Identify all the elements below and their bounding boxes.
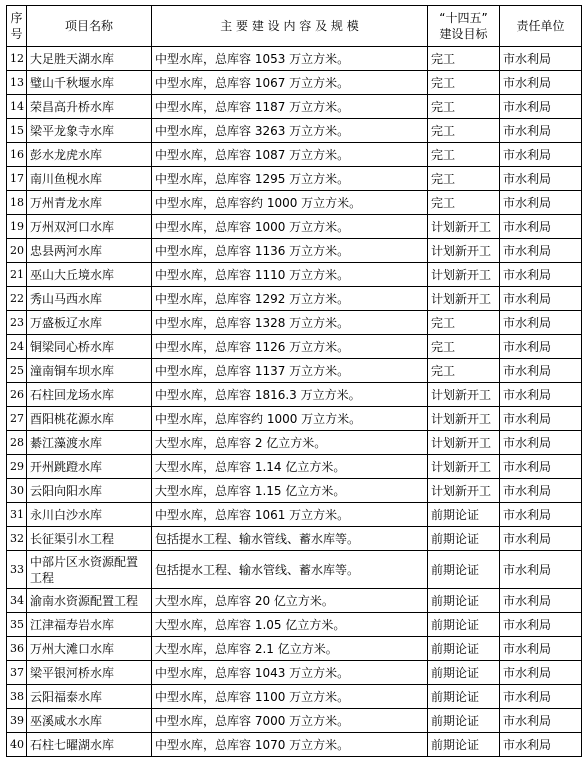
project-name: 渝南水资源配置工程: [27, 589, 152, 613]
table-row: [7, 71, 582, 95]
construction-content: 大型水库，总库容 2.1 亿立方米。: [152, 637, 428, 661]
project-table: [6, 5, 582, 757]
plan-goal: 前期论证: [428, 503, 500, 527]
construction-content: 中型水库，总库容 3263 万立方米。: [152, 119, 428, 143]
project-name: 永川白沙水库: [27, 503, 152, 527]
row-number: 20: [7, 239, 27, 263]
table-row: [7, 215, 582, 239]
row-number: 18: [7, 191, 27, 215]
plan-goal: 前期论证: [428, 589, 500, 613]
table-row: [7, 589, 582, 613]
project-name: 石柱回龙场水库: [27, 383, 152, 407]
responsible-unit: 市水利局: [500, 263, 582, 287]
plan-goal: 计划新开工: [428, 479, 500, 503]
header-goal: [428, 6, 500, 47]
plan-goal: 前期论证: [428, 637, 500, 661]
row-number: 23: [7, 311, 27, 335]
row-number: 15: [7, 119, 27, 143]
table-row: [7, 431, 582, 455]
header-name: 项目名称: [27, 6, 152, 47]
plan-goal: 完工: [428, 191, 500, 215]
plan-goal: 计划新开工: [428, 287, 500, 311]
project-name: 云阳福泰水库: [27, 685, 152, 709]
project-name: 万州大滩口水库: [27, 637, 152, 661]
table-row: [7, 167, 582, 191]
construction-content: 中型水库，总库容 1087 万立方米。: [152, 143, 428, 167]
project-name: 万盛板辽水库: [27, 311, 152, 335]
table-header: [7, 6, 582, 47]
row-number: 32: [7, 527, 27, 551]
table-row: [7, 685, 582, 709]
responsible-unit: 市水利局: [500, 479, 582, 503]
project-name: 綦江藻渡水库: [27, 431, 152, 455]
construction-content: 中型水库，总库容 1137 万立方米。: [152, 359, 428, 383]
row-number: 26: [7, 383, 27, 407]
table-row: [7, 47, 582, 71]
table-row: [7, 311, 582, 335]
plan-goal: 计划新开工: [428, 407, 500, 431]
table-row: [7, 335, 582, 359]
project-name: 铜梁同心桥水库: [27, 335, 152, 359]
project-name: 酉阳桃花源水库: [27, 407, 152, 431]
responsible-unit: 市水利局: [500, 335, 582, 359]
project-name: 忠县两河水库: [27, 239, 152, 263]
table-row: [7, 191, 582, 215]
plan-goal: 完工: [428, 359, 500, 383]
plan-goal: 完工: [428, 95, 500, 119]
table-row: [7, 455, 582, 479]
construction-content: 中型水库，总库容 1187 万立方米。: [152, 95, 428, 119]
responsible-unit: 市水利局: [500, 407, 582, 431]
project-name: 巫溪咸水水库: [27, 709, 152, 733]
table-row: [7, 287, 582, 311]
plan-goal: 计划新开工: [428, 383, 500, 407]
row-number: 25: [7, 359, 27, 383]
plan-goal: 完工: [428, 119, 500, 143]
construction-content: 大型水库，总库容 2 亿立方米。: [152, 431, 428, 455]
row-number: 36: [7, 637, 27, 661]
construction-content: 中型水库，总库容 1292 万立方米。: [152, 287, 428, 311]
construction-content: 大型水库，总库容 1.14 亿立方米。: [152, 455, 428, 479]
responsible-unit: 市水利局: [500, 661, 582, 685]
responsible-unit: 市水利局: [500, 733, 582, 757]
plan-goal: 计划新开工: [428, 431, 500, 455]
construction-content: 中型水库，总库容 1061 万立方米。: [152, 503, 428, 527]
construction-content: 中型水库，总库容 1043 万立方米。: [152, 661, 428, 685]
row-number: 29: [7, 455, 27, 479]
responsible-unit: 市水利局: [500, 685, 582, 709]
table-row: [7, 551, 582, 589]
row-number: 14: [7, 95, 27, 119]
project-name: 大足胜天湖水库: [27, 47, 152, 71]
row-number: 33: [7, 551, 27, 589]
project-name: 中部片区水资源配置工程: [27, 551, 152, 589]
project-name: 南川鱼枧水库: [27, 167, 152, 191]
plan-goal: 完工: [428, 335, 500, 359]
table-row: [7, 503, 582, 527]
table-row: [7, 95, 582, 119]
responsible-unit: 市水利局: [500, 47, 582, 71]
plan-goal: 计划新开工: [428, 263, 500, 287]
project-name: 万州青龙水库: [27, 191, 152, 215]
table-row: [7, 613, 582, 637]
table-row: [7, 407, 582, 431]
project-name: 潼南铜车坝水库: [27, 359, 152, 383]
project-name: 云阳向阳水库: [27, 479, 152, 503]
table-row: [7, 637, 582, 661]
responsible-unit: 市水利局: [500, 71, 582, 95]
responsible-unit: 市水利局: [500, 167, 582, 191]
table-body: [7, 47, 582, 757]
construction-content: 中型水库，总库容 1053 万立方米。: [152, 47, 428, 71]
row-number: 31: [7, 503, 27, 527]
row-number: 24: [7, 335, 27, 359]
plan-goal: 前期论证: [428, 733, 500, 757]
plan-goal: 前期论证: [428, 613, 500, 637]
project-name: 长征渠引水工程: [27, 527, 152, 551]
table-row: [7, 359, 582, 383]
plan-goal: 前期论证: [428, 551, 500, 589]
responsible-unit: 市水利局: [500, 637, 582, 661]
table-row: [7, 479, 582, 503]
responsible-unit: 市水利局: [500, 311, 582, 335]
construction-content: 中型水库，总库容 1295 万立方米。: [152, 167, 428, 191]
responsible-unit: 市水利局: [500, 589, 582, 613]
responsible-unit: 市水利局: [500, 191, 582, 215]
header-goal-line1: “十四五”: [439, 11, 488, 25]
header-no: 序号: [7, 6, 27, 47]
responsible-unit: 市水利局: [500, 383, 582, 407]
construction-content: 中型水库，总库容 7000 万立方米。: [152, 709, 428, 733]
project-name: 梁平银河桥水库: [27, 661, 152, 685]
construction-content: 中型水库，总库容 1328 万立方米。: [152, 311, 428, 335]
plan-goal: 完工: [428, 143, 500, 167]
responsible-unit: 市水利局: [500, 119, 582, 143]
table-row: [7, 733, 582, 757]
project-name: 秀山马西水库: [27, 287, 152, 311]
plan-goal: 计划新开工: [428, 215, 500, 239]
row-number: 34: [7, 589, 27, 613]
project-name: 璧山千秋堰水库: [27, 71, 152, 95]
plan-goal: 完工: [428, 47, 500, 71]
construction-content: 中型水库，总库容 1070 万立方米。: [152, 733, 428, 757]
row-number: 40: [7, 733, 27, 757]
responsible-unit: 市水利局: [500, 613, 582, 637]
responsible-unit: 市水利局: [500, 239, 582, 263]
plan-goal: 完工: [428, 311, 500, 335]
row-number: 28: [7, 431, 27, 455]
construction-content: 中型水库，总库容约 1000 万立方米。: [152, 407, 428, 431]
row-number: 19: [7, 215, 27, 239]
construction-content: 包括提水工程、输水管线、蓄水库等。: [152, 527, 428, 551]
construction-content: 大型水库，总库容 1.15 亿立方米。: [152, 479, 428, 503]
responsible-unit: 市水利局: [500, 527, 582, 551]
project-name: 巫山大丘境水库: [27, 263, 152, 287]
construction-content: 中型水库，总库容约 1000 万立方米。: [152, 191, 428, 215]
construction-content: 中型水库，总库容 1816.3 万立方米。: [152, 383, 428, 407]
row-number: 17: [7, 167, 27, 191]
responsible-unit: 市水利局: [500, 455, 582, 479]
project-name: 荣昌高升桥水库: [27, 95, 152, 119]
construction-content: 中型水库，总库容 1126 万立方米。: [152, 335, 428, 359]
row-number: 12: [7, 47, 27, 71]
table-row: [7, 661, 582, 685]
row-number: 39: [7, 709, 27, 733]
plan-goal: 前期论证: [428, 527, 500, 551]
row-number: 16: [7, 143, 27, 167]
responsible-unit: 市水利局: [500, 551, 582, 589]
project-name: 江津福寿岩水库: [27, 613, 152, 637]
project-name: 石柱七曜湖水库: [27, 733, 152, 757]
construction-content: 中型水库，总库容 1136 万立方米。: [152, 239, 428, 263]
plan-goal: 前期论证: [428, 709, 500, 733]
table-row: [7, 143, 582, 167]
responsible-unit: 市水利局: [500, 143, 582, 167]
row-number: 21: [7, 263, 27, 287]
row-number: 30: [7, 479, 27, 503]
plan-goal: 完工: [428, 167, 500, 191]
table-row: [7, 383, 582, 407]
project-name: 梁平龙象寺水库: [27, 119, 152, 143]
plan-goal: 计划新开工: [428, 239, 500, 263]
row-number: 35: [7, 613, 27, 637]
header-unit: 责任单位: [500, 6, 582, 47]
row-number: 38: [7, 685, 27, 709]
construction-content: 大型水库，总库容 20 亿立方米。: [152, 589, 428, 613]
table-row: [7, 263, 582, 287]
row-number: 27: [7, 407, 27, 431]
responsible-unit: 市水利局: [500, 359, 582, 383]
responsible-unit: 市水利局: [500, 503, 582, 527]
row-number: 37: [7, 661, 27, 685]
plan-goal: 完工: [428, 71, 500, 95]
responsible-unit: 市水利局: [500, 215, 582, 239]
project-name: 万州双河口水库: [27, 215, 152, 239]
construction-content: 包括提水工程、输水管线、蓄水库等。: [152, 551, 428, 589]
project-name: 彭水龙虎水库: [27, 143, 152, 167]
table-row: [7, 119, 582, 143]
plan-goal: 前期论证: [428, 661, 500, 685]
header-row: [7, 6, 582, 47]
table-row: [7, 239, 582, 263]
plan-goal: 前期论证: [428, 685, 500, 709]
construction-content: 大型水库，总库容 1.05 亿立方米。: [152, 613, 428, 637]
construction-content: 中型水库，总库容 1067 万立方米。: [152, 71, 428, 95]
responsible-unit: 市水利局: [500, 709, 582, 733]
responsible-unit: 市水利局: [500, 287, 582, 311]
header-goal-line2: 建设目标: [439, 27, 488, 41]
construction-content: 中型水库，总库容 1000 万立方米。: [152, 215, 428, 239]
table-row: [7, 709, 582, 733]
construction-content: 中型水库，总库容 1100 万立方米。: [152, 685, 428, 709]
row-number: 22: [7, 287, 27, 311]
responsible-unit: 市水利局: [500, 95, 582, 119]
project-name: 开州跳蹬水库: [27, 455, 152, 479]
construction-content: 中型水库，总库容 1110 万立方米。: [152, 263, 428, 287]
table-row: [7, 527, 582, 551]
header-content: 主 要 建 设 内 容 及 规 模: [152, 6, 428, 47]
responsible-unit: 市水利局: [500, 431, 582, 455]
row-number: 13: [7, 71, 27, 95]
plan-goal: 计划新开工: [428, 455, 500, 479]
